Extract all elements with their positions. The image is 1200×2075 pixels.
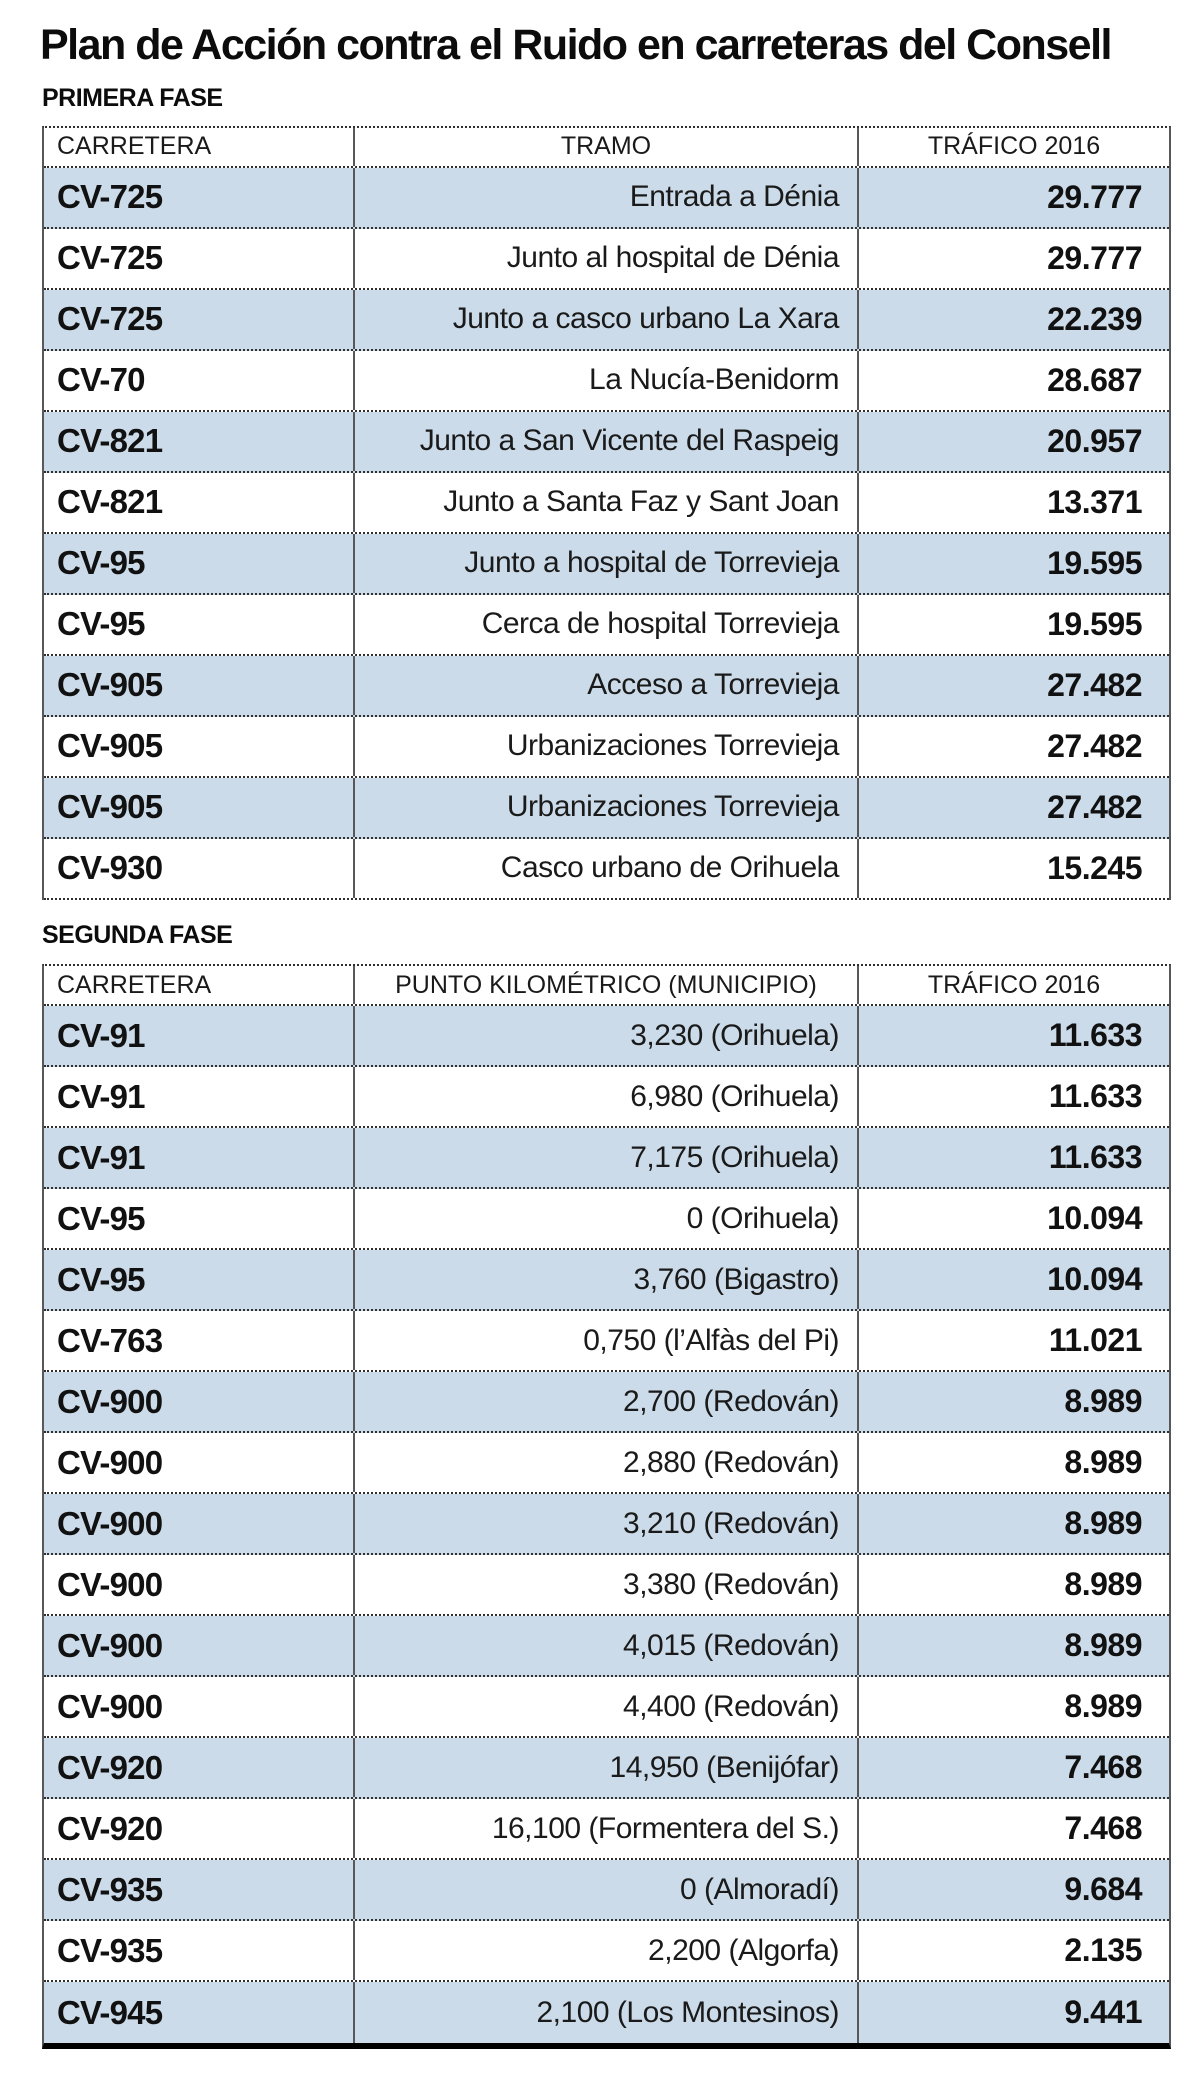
table-row — [44, 412, 1169, 473]
traffic-cell: 27.482 — [857, 717, 1169, 776]
road-cell: CV-900 — [57, 1504, 163, 1542]
segment-cell: 0,750 (l’Alfàs del Pi) — [353, 1311, 857, 1370]
road-cell: CV-91 — [57, 1138, 145, 1176]
table-header-row — [44, 966, 1169, 1006]
column-header-tramo: TRAMO — [353, 128, 857, 166]
road-cell: CV-725 — [57, 300, 163, 338]
traffic-cell: 13.371 — [857, 473, 1169, 532]
traffic-cell: 11.021 — [857, 1311, 1169, 1370]
table-row — [44, 1433, 1169, 1494]
segment-cell: 0 (Orihuela) — [353, 1189, 857, 1248]
traffic-cell: 7.468 — [857, 1738, 1169, 1797]
segment-cell: Urbanizaciones Torrevieja — [353, 717, 857, 776]
table-row — [44, 473, 1169, 534]
road-cell: CV-900 — [57, 1626, 163, 1664]
segment-cell: Junto a San Vicente del Raspeig — [353, 412, 857, 471]
table-row — [44, 656, 1169, 717]
segment-cell: Junto a hospital de Torrevieja — [353, 534, 857, 593]
traffic-cell: 2.135 — [857, 1921, 1169, 1980]
segment-cell: 2,880 (Redován) — [353, 1433, 857, 1492]
road-cell: CV-95 — [57, 605, 145, 643]
traffic-cell: 28.687 — [857, 351, 1169, 410]
segment-cell: Junto al hospital de Dénia — [353, 229, 857, 288]
road-cell: CV-930 — [57, 849, 163, 887]
table-row — [44, 839, 1169, 900]
table-row — [44, 1555, 1169, 1616]
road-cell: CV-821 — [57, 422, 163, 460]
traffic-cell: 11.633 — [857, 1128, 1169, 1187]
road-cell: CV-900 — [57, 1382, 163, 1420]
table-row — [44, 534, 1169, 595]
segment-cell: 7,175 (Orihuela) — [353, 1128, 857, 1187]
segment-cell: Casco urbano de Orihuela — [353, 839, 857, 898]
segment-cell: Urbanizaciones Torrevieja — [353, 778, 857, 837]
traffic-cell: 29.777 — [857, 168, 1169, 227]
traffic-cell: 11.633 — [857, 1067, 1169, 1126]
segment-cell: 3,230 (Orihuela) — [353, 1006, 857, 1065]
table-header-row — [44, 128, 1169, 168]
segment-cell: 4,015 (Redován) — [353, 1616, 857, 1675]
segment-cell: 16,100 (Formentera del S.) — [353, 1799, 857, 1858]
traffic-cell: 9.684 — [857, 1860, 1169, 1919]
column-header-carretera: CARRETERA — [57, 970, 212, 999]
traffic-cell: 19.595 — [857, 534, 1169, 593]
road-cell: CV-935 — [57, 1931, 163, 1969]
table-row — [44, 1128, 1169, 1189]
table-row — [44, 1372, 1169, 1433]
road-cell: CV-920 — [57, 1748, 163, 1786]
road-cell: CV-900 — [57, 1443, 163, 1481]
table-row — [44, 351, 1169, 412]
table-row — [44, 1677, 1169, 1738]
table-row — [44, 1250, 1169, 1311]
traffic-cell: 22.239 — [857, 290, 1169, 349]
table-row — [44, 1738, 1169, 1799]
table-row — [44, 1311, 1169, 1372]
table-row — [44, 595, 1169, 656]
traffic-cell: 10.094 — [857, 1189, 1169, 1248]
segment-cell: 4,400 (Redován) — [353, 1677, 857, 1736]
noise-action-plan-infographic — [0, 22, 1200, 2075]
phase-1-section — [0, 85, 1200, 900]
traffic-cell: 8.989 — [857, 1616, 1169, 1675]
traffic-cell: 8.989 — [857, 1555, 1169, 1614]
road-cell: CV-905 — [57, 666, 163, 704]
traffic-cell: 8.989 — [857, 1494, 1169, 1553]
table-row — [44, 717, 1169, 778]
road-cell: CV-900 — [57, 1565, 163, 1603]
table-row — [44, 1006, 1169, 1067]
road-cell: CV-900 — [57, 1687, 163, 1725]
road-cell: CV-70 — [57, 361, 145, 399]
table-row — [44, 1982, 1169, 2043]
phase-1-heading: PRIMERA FASE — [42, 84, 223, 113]
column-header-carretera: CARRETERA — [57, 132, 212, 161]
road-cell: CV-91 — [57, 1016, 145, 1054]
table-row — [44, 168, 1169, 229]
segment-cell: 3,210 (Redován) — [353, 1494, 857, 1553]
traffic-cell: 9.441 — [857, 1982, 1169, 2043]
table-row — [44, 1860, 1169, 1921]
segment-cell: La Nucía-Benidorm — [353, 351, 857, 410]
road-cell: CV-821 — [57, 483, 163, 521]
road-cell: CV-725 — [57, 178, 163, 216]
road-cell: CV-935 — [57, 1870, 163, 1908]
segment-cell: 14,950 (Benijófar) — [353, 1738, 857, 1797]
traffic-cell: 11.633 — [857, 1006, 1169, 1065]
road-cell: CV-905 — [57, 727, 163, 765]
phase-1-table-body — [44, 168, 1169, 900]
segment-cell: 0 (Almoradí) — [353, 1860, 857, 1919]
traffic-cell: 19.595 — [857, 595, 1169, 654]
traffic-cell: 15.245 — [857, 839, 1169, 898]
segment-cell: 6,980 (Orihuela) — [353, 1067, 857, 1126]
table-row — [44, 1799, 1169, 1860]
column-header-trafico-2016: TRÁFICO 2016 — [857, 128, 1169, 166]
phase-2-table — [42, 964, 1171, 2049]
traffic-cell: 27.482 — [857, 778, 1169, 837]
road-cell: CV-763 — [57, 1321, 163, 1359]
segment-cell: Junto a Santa Faz y Sant Joan — [353, 473, 857, 532]
traffic-cell: 8.989 — [857, 1433, 1169, 1492]
table-row — [44, 290, 1169, 351]
traffic-cell: 8.989 — [857, 1372, 1169, 1431]
segment-cell: 2,700 (Redován) — [353, 1372, 857, 1431]
traffic-cell: 27.482 — [857, 656, 1169, 715]
page-title: Plan de Acción contra el Ruido en carreteras del Consell — [40, 21, 1111, 69]
table-row — [44, 1921, 1169, 1982]
table-row — [44, 229, 1169, 290]
table-row — [44, 1616, 1169, 1677]
table-row — [44, 778, 1169, 839]
column-header-punto-kilometrico: PUNTO KILOMÉTRICO (MUNICIPIO) — [353, 966, 857, 1004]
segment-cell: Cerca de hospital Torrevieja — [353, 595, 857, 654]
road-cell: CV-91 — [57, 1077, 145, 1115]
road-cell: CV-725 — [57, 239, 163, 277]
traffic-cell: 20.957 — [857, 412, 1169, 471]
road-cell: CV-945 — [57, 1993, 163, 2031]
table-row — [44, 1189, 1169, 1250]
phase-2-heading: SEGUNDA FASE — [42, 920, 233, 949]
table-row — [44, 1067, 1169, 1128]
traffic-cell: 10.094 — [857, 1250, 1169, 1309]
phase-1-table — [42, 126, 1171, 900]
road-cell: CV-95 — [57, 1260, 145, 1298]
segment-cell: 3,380 (Redován) — [353, 1555, 857, 1614]
phase-2-section — [0, 922, 1200, 2050]
traffic-cell: 7.468 — [857, 1799, 1169, 1858]
table-row — [44, 1494, 1169, 1555]
road-cell: CV-95 — [57, 544, 145, 582]
segment-cell: 2,200 (Algorfa) — [353, 1921, 857, 1980]
column-header-trafico-2016: TRÁFICO 2016 — [857, 966, 1169, 1004]
traffic-cell: 8.989 — [857, 1677, 1169, 1736]
segment-cell: 2,100 (Los Montesinos) — [353, 1982, 857, 2043]
segment-cell: Entrada a Dénia — [353, 168, 857, 227]
traffic-cell: 29.777 — [857, 229, 1169, 288]
segment-cell: Acceso a Torrevieja — [353, 656, 857, 715]
road-cell: CV-920 — [57, 1809, 163, 1847]
road-cell: CV-95 — [57, 1199, 145, 1237]
segment-cell: 3,760 (Bigastro) — [353, 1250, 857, 1309]
road-cell: CV-905 — [57, 788, 163, 826]
phase-2-table-body — [44, 1006, 1169, 2043]
segment-cell: Junto a casco urbano La Xara — [353, 290, 857, 349]
